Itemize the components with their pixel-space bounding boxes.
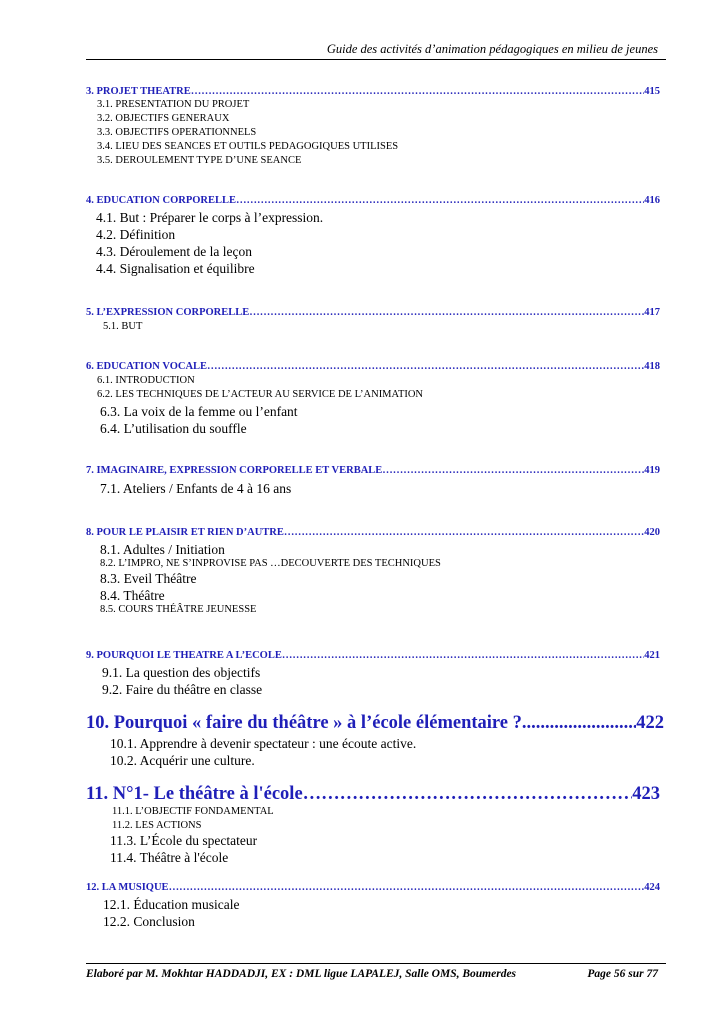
toc-page-number: 418 <box>644 361 660 372</box>
toc-item[interactable]: 3.3. OBJECTIFS OPERATIONNELS <box>97 127 257 138</box>
toc-item[interactable]: 6.4. L’utilisation du souffle <box>100 421 247 436</box>
toc-item[interactable]: 9.1. La question des objectifs <box>102 665 261 680</box>
toc-page-number: 423 <box>632 784 660 804</box>
toc-leader-dots <box>303 784 633 805</box>
toc-leader-dots <box>382 465 644 476</box>
page-footer <box>86 966 666 986</box>
toc-item[interactable]: 7.1. Ateliers / Enfants de 4 à 16 ans <box>100 481 292 496</box>
toc-leader-dots <box>249 307 644 318</box>
toc-section-title: 3. PROJET THEATRE <box>86 86 191 97</box>
toc-section-5[interactable] <box>86 307 660 318</box>
toc-item[interactable]: 4.2. Définition <box>96 227 176 242</box>
footer-divider <box>86 963 666 964</box>
toc-item[interactable]: 4.1. But : Préparer le corps à l’expression. <box>96 210 324 225</box>
footer-author: Elaboré par M. Mokhtar HADDADJI, EX : DML ligue LAPALEJ, Salle OMS, Boumerdes <box>86 968 517 980</box>
toc-section-title: 8. POUR LE PLAISIR ET RIEN D’AUTRE <box>86 527 284 538</box>
toc-section-11[interactable] <box>86 784 660 805</box>
toc-section-title: 11. N°1- Le théâtre à l'école <box>86 784 303 804</box>
toc-item[interactable]: 10.1. Apprendre à devenir spectateur : une écoute active. <box>110 736 417 751</box>
toc-item[interactable]: 6.2. LES TECHNIQUES DE L’ACTEUR AU SERVICE DE L’ANIMATION <box>97 389 424 400</box>
toc-item[interactable]: 12.1. Éducation musicale <box>103 897 240 912</box>
toc-section-title: 7. IMAGINAIRE, EXPRESSION CORPORELLE ET VERBALE <box>86 465 383 476</box>
toc-leader-dots <box>282 650 644 661</box>
toc-section-title: 5. L’EXPRESSION CORPORELLE <box>86 307 250 318</box>
toc-item[interactable]: 8.4. Théâtre <box>100 588 165 603</box>
toc-leader-dots <box>522 713 636 734</box>
toc-page-number: 424 <box>644 882 660 893</box>
toc-page-number: 422 <box>636 713 664 733</box>
toc-item[interactable]: 8.2. L’IMPRO, NE S’INPROVISE PAS …DECOUVERTE DES TECHNIQUES <box>100 558 441 569</box>
toc-leader-dots <box>207 361 644 372</box>
toc-item[interactable]: 8.1. Adultes / Initiation <box>100 542 225 557</box>
toc-item[interactable]: 10.2. Acquérir une culture. <box>110 753 255 768</box>
footer-page-number: Page 56 sur 77 <box>587 968 658 980</box>
page-header: Guide des activités d’animation pédagogiques en milieu de jeunes <box>86 40 666 60</box>
toc-item[interactable]: 9.2. Faire du théâtre en classe <box>102 682 263 697</box>
toc-section-6[interactable] <box>86 361 660 372</box>
toc-section-12[interactable] <box>86 882 660 893</box>
toc-item[interactable]: 3.2. OBJECTIFS GENERAUX <box>97 113 230 124</box>
toc-section-title: 4. EDUCATION CORPORELLE <box>86 195 237 206</box>
toc-section-title: 6. EDUCATION VOCALE <box>86 361 208 372</box>
toc-item[interactable]: 8.5. COURS THÉÂTRE JEUNESSE <box>100 604 257 615</box>
toc-section-8[interactable] <box>86 527 660 538</box>
toc-item[interactable]: 3.4. LIEU DES SEANCES ET OUTILS PEDAGOGIQUES UTILISES <box>97 141 399 152</box>
toc-item[interactable]: 4.4. Signalisation et équilibre <box>96 261 255 276</box>
toc-leader-dots <box>169 882 645 893</box>
toc-item[interactable]: 6.1. INTRODUCTION <box>97 375 195 386</box>
toc-section-7[interactable] <box>86 465 660 476</box>
toc-item[interactable]: 11.2. LES ACTIONS <box>112 820 202 831</box>
toc-section-9[interactable] <box>86 650 660 661</box>
toc-page-number: 417 <box>644 307 660 318</box>
toc-item[interactable]: 12.2. Conclusion <box>103 914 195 929</box>
toc-page-number: 421 <box>644 650 660 661</box>
toc-item[interactable]: 5.1. BUT <box>103 321 143 332</box>
toc-section-title: 10. Pourquoi « faire du théâtre » à l’école élémentaire ? <box>86 713 522 733</box>
toc-page-number: 420 <box>644 527 660 538</box>
toc-item[interactable]: 11.1. L’OBJECTIF FONDAMENTAL <box>112 806 274 817</box>
toc-item[interactable]: 11.4. Théâtre à l'école <box>110 850 229 865</box>
toc-item[interactable]: 3.1. PRESENTATION DU PROJET <box>97 99 250 110</box>
toc-item[interactable]: 6.3. La voix de la femme ou l’enfant <box>100 404 298 419</box>
toc-item[interactable]: 4.3. Déroulement de la leçon <box>96 244 252 259</box>
toc-leader-dots <box>284 527 644 538</box>
toc-item[interactable]: 8.3. Eveil Théâtre <box>100 571 197 586</box>
toc-item[interactable]: 3.5. DEROULEMENT TYPE D’UNE SEANCE <box>97 155 302 166</box>
toc-item[interactable]: 11.3. L’École du spectateur <box>110 833 258 848</box>
toc-leader-dots <box>191 86 645 97</box>
toc-section-title: 12. LA MUSIQUE <box>86 882 169 893</box>
toc-section-3[interactable] <box>86 86 660 97</box>
toc-page-number: 415 <box>644 86 660 97</box>
toc-section-10[interactable] <box>86 713 664 734</box>
toc-section-4[interactable] <box>86 195 660 206</box>
toc-page-number: 416 <box>644 195 660 206</box>
toc-leader-dots <box>236 195 644 206</box>
toc-page-number: 419 <box>644 465 660 476</box>
toc-section-title: 9. POURQUOI LE THEATRE A L’ECOLE <box>86 650 282 661</box>
